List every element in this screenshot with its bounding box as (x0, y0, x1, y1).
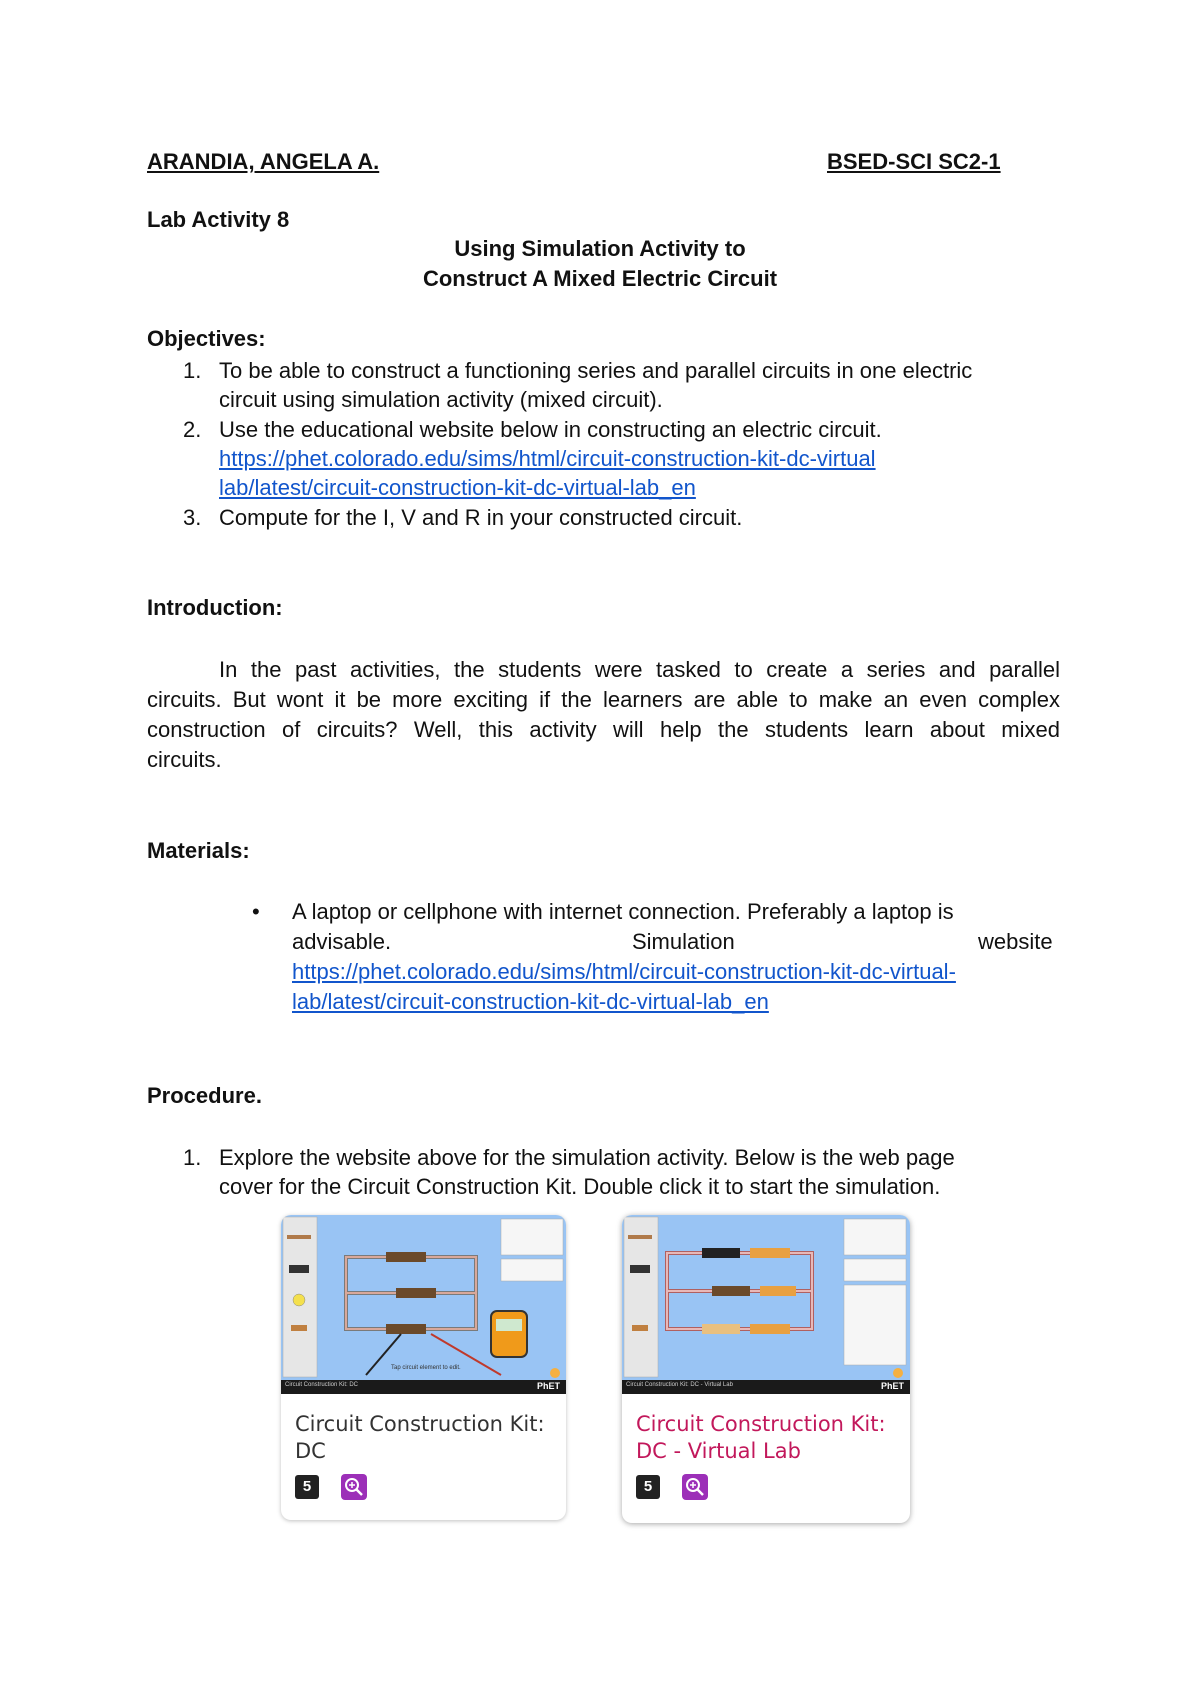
activity-title-line2: Construct A Mixed Electric Circuit (422, 266, 778, 291)
objective-2-link-line2[interactable]: lab/latest/circuit-construction-kit-dc-virtual-lab_en (219, 475, 696, 500)
circuit-thumbnail-icon (622, 1215, 910, 1394)
objective-number-2: 2. (183, 417, 202, 442)
html5-icon: 5 (636, 1475, 660, 1499)
procedure-line2: cover for the Circuit Construction Kit. Double click it to start the simulation. (219, 1174, 941, 1199)
phet-logo: PhET (536, 1381, 560, 1391)
activity-label: Lab Activity 8 (147, 207, 290, 232)
procedure-heading: Procedure. (147, 1083, 262, 1108)
introduction-line3: construction of circuits? Well, this activity will help the students learn about mixed (147, 717, 1060, 742)
student-name: ARANDIA, ANGELA A. (147, 149, 380, 174)
activity-title-line1: Using Simulation Activity to (454, 236, 746, 261)
sim-hint: Tap circuit element to edit. (391, 1365, 461, 1371)
zoom-icon[interactable] (341, 1474, 367, 1500)
materials-line2-b: Simulation (632, 929, 735, 954)
objective-1-line2: circuit using simulation activity (mixed circuit). (219, 387, 663, 412)
introduction-line4: circuits. (147, 747, 222, 772)
introduction-heading: Introduction: (147, 595, 283, 620)
materials-link-line1[interactable]: https://phet.colorado.edu/sims/html/circuit-construction-kit-dc-virtual- (292, 959, 956, 984)
introduction-line2: circuits. But wont it be more exciting if the learners are able to make an even complex (147, 687, 1060, 712)
statusbar-title: Circuit Construction Kit: DC - Virtual Lab (626, 1382, 733, 1388)
objective-2-line1: Use the educational website below in constructing an electric circuit. (219, 417, 882, 442)
objective-2-link-line1[interactable]: https://phet.colorado.edu/sims/html/circuit-construction-kit-dc-virtual (219, 446, 876, 471)
zoom-icon[interactable] (682, 1474, 708, 1500)
introduction-line1: In the past activities, the students were tasked to create a series and parallel (219, 657, 1060, 682)
objectives-heading: Objectives: (147, 326, 266, 351)
card-title-line2: DC - Virtual Lab (636, 1439, 801, 1463)
materials-line1: A laptop or cellphone with internet connection. Preferably a laptop is (292, 899, 954, 924)
materials-heading: Materials: (147, 838, 250, 863)
statusbar-title: Circuit Construction Kit: DC (285, 1382, 359, 1388)
card-title-line2: DC (295, 1439, 326, 1463)
card-title-line1: Circuit Construction Kit: (636, 1412, 886, 1436)
materials-line2-c: website (978, 929, 1053, 954)
objective-3-line1: Compute for the I, V and R in your constructed circuit. (219, 505, 743, 530)
sim-statusbar (622, 1380, 910, 1394)
objective-number-3: 3. (183, 505, 202, 530)
objective-1-line1: To be able to construct a functioning series and parallel circuits in one electric (219, 358, 973, 383)
sim-thumbnail (281, 1215, 566, 1394)
sim-thumbnail (622, 1215, 910, 1394)
sim-statusbar (281, 1380, 566, 1394)
section-label: BSED-SCI SC2-1 (827, 149, 1001, 174)
phet-logo: PhET (880, 1381, 904, 1391)
objective-number-1: 1. (183, 358, 202, 383)
materials-bullet: • (252, 899, 260, 924)
sim-card-dc[interactable] (281, 1215, 566, 1520)
card-title-line1: Circuit Construction Kit: (295, 1412, 545, 1436)
procedure-number-1: 1. (183, 1145, 202, 1170)
procedure-line1: Explore the website above for the simulation activity. Below is the web page (219, 1145, 955, 1170)
sim-card-dc-virtual-lab[interactable] (622, 1215, 910, 1523)
materials-link-line2[interactable]: lab/latest/circuit-construction-kit-dc-virtual-lab_en (292, 989, 769, 1014)
html5-icon: 5 (295, 1475, 319, 1499)
materials-line2-a: advisable. (292, 929, 392, 954)
